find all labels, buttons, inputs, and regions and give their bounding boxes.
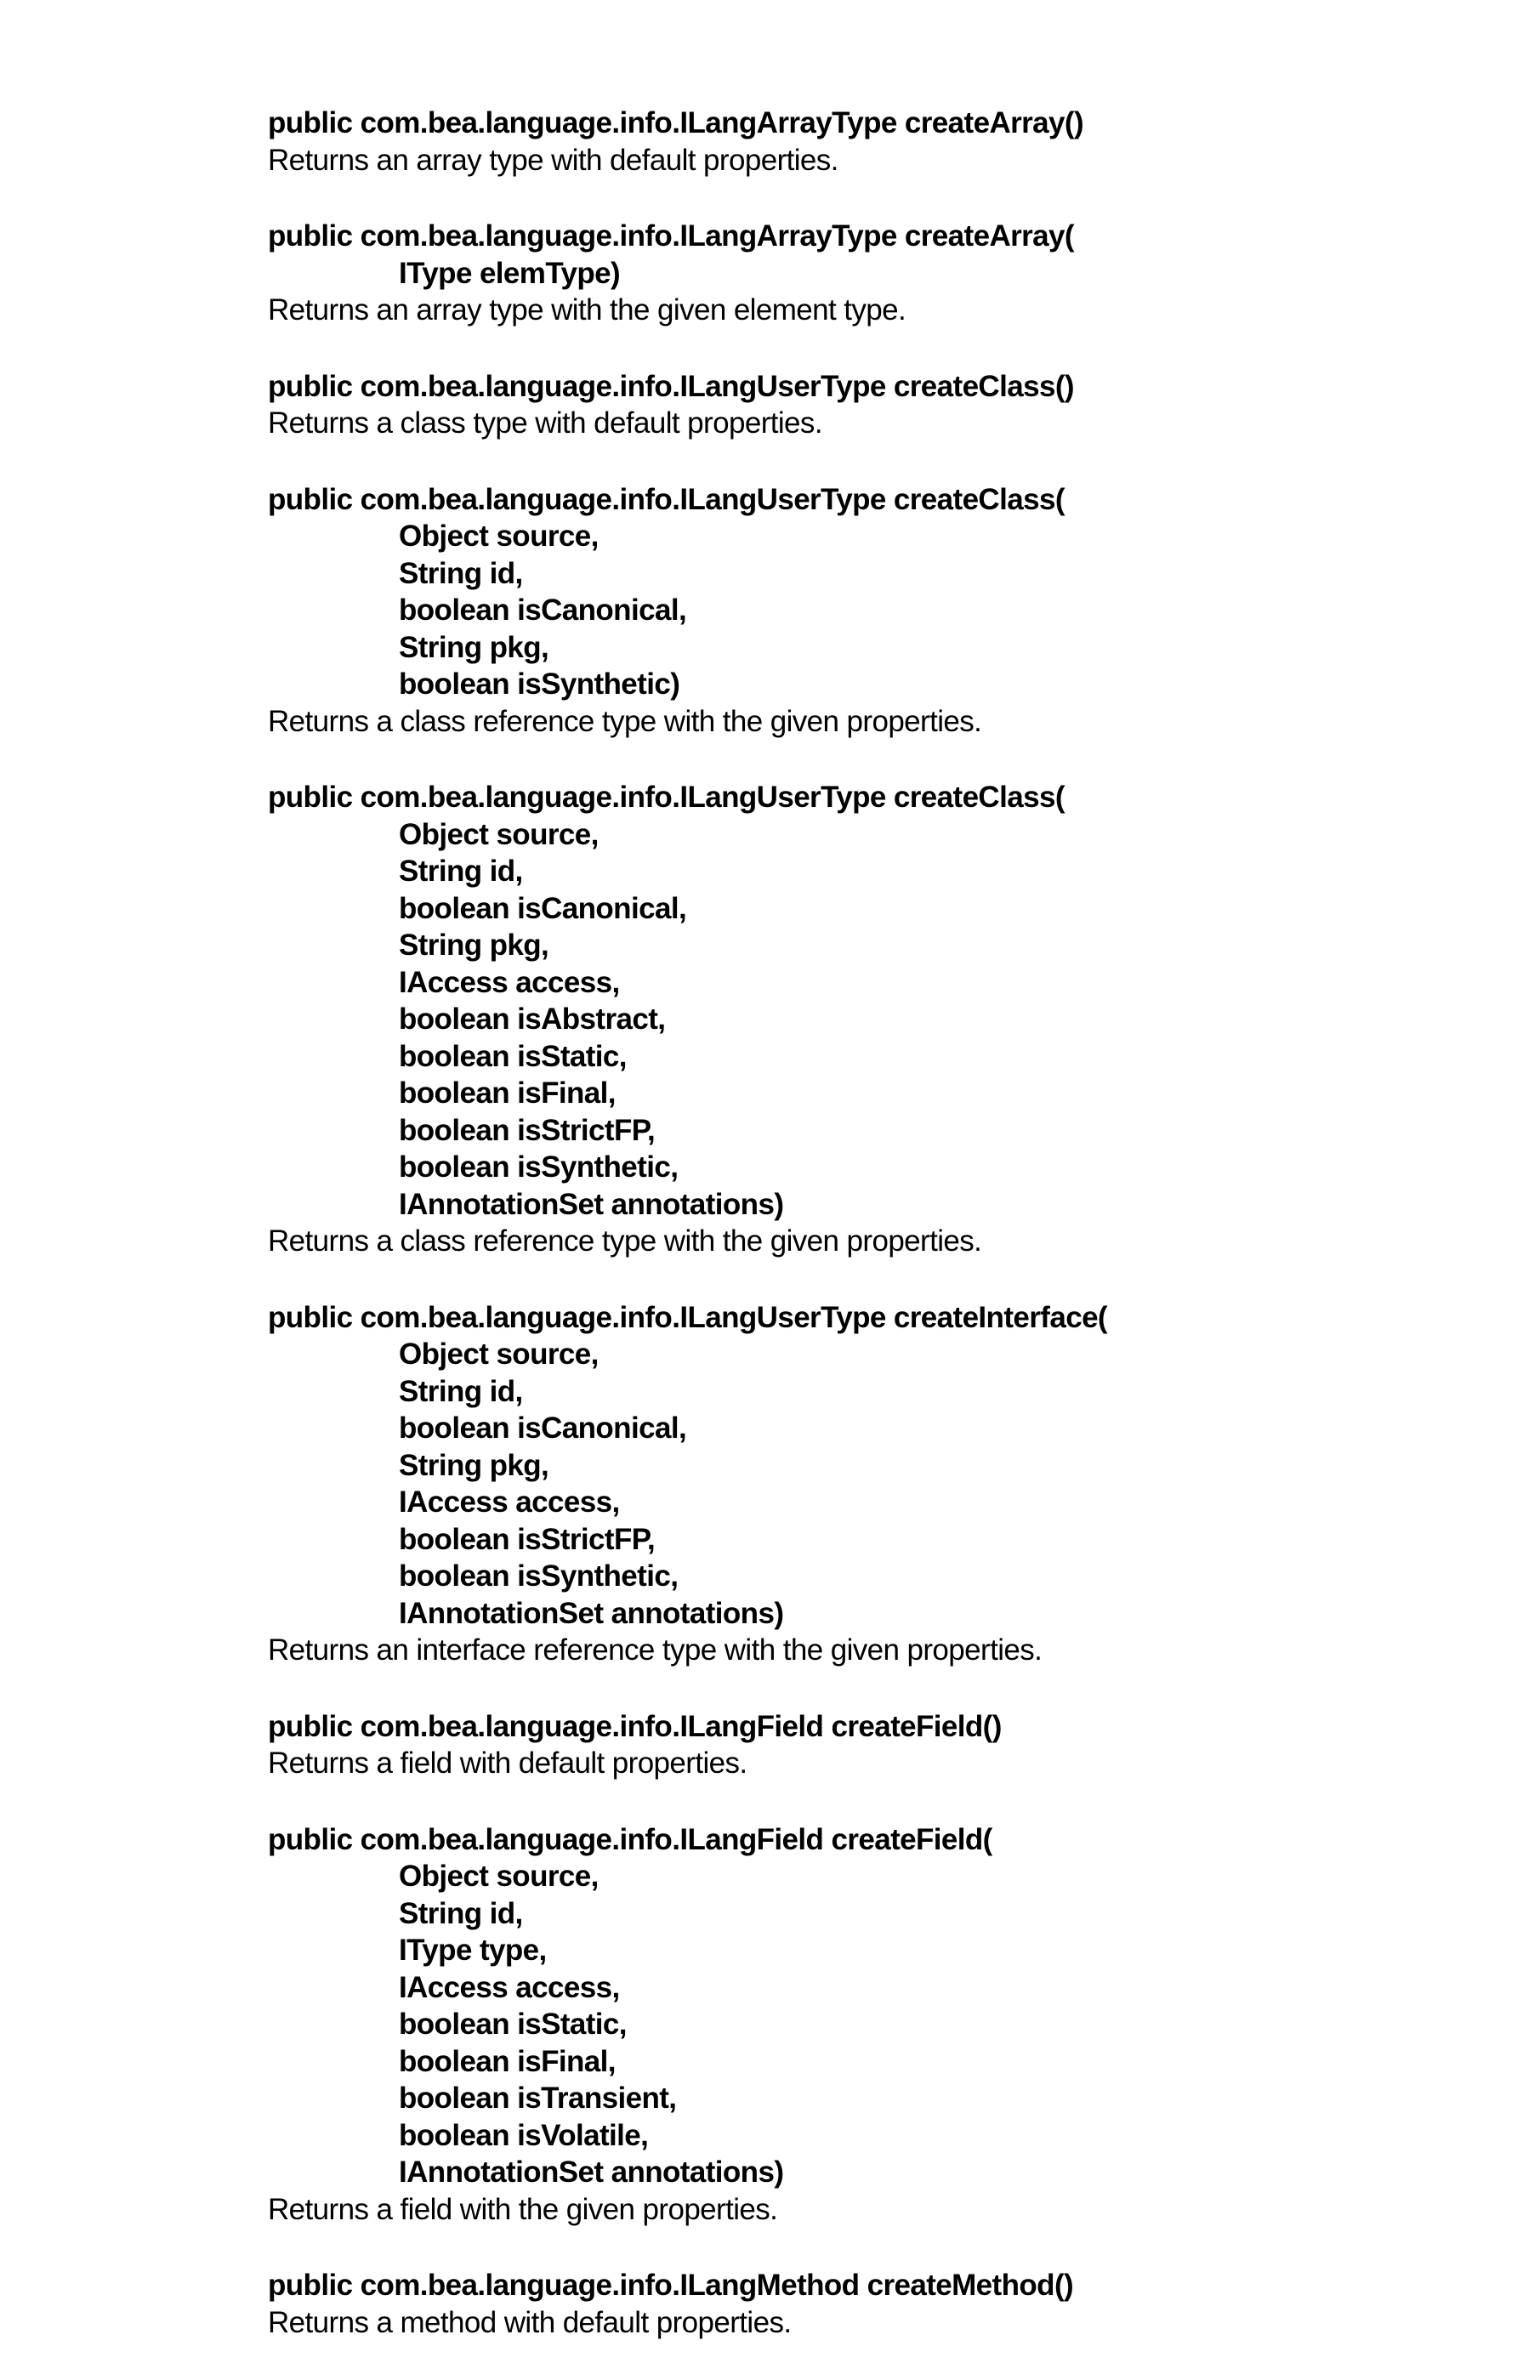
method-parameter: boolean isSynthetic, <box>268 1149 1455 1186</box>
method-description: Returns a method with default properties. <box>268 2304 1455 2342</box>
api-method-list <box>268 105 1455 2380</box>
method-parameter: IAccess access, <box>268 964 1455 1002</box>
method-entry <box>268 218 1455 329</box>
method-parameter: IType elemType) <box>268 255 1455 293</box>
method-parameter: IAnnotationSet annotations) <box>268 2154 1455 2191</box>
method-signature: public com.bea.language.info.ILangArrayType createArray( <box>268 218 1455 255</box>
method-parameter: boolean isStatic, <box>268 2006 1455 2043</box>
method-parameter: boolean isTransient, <box>268 2080 1455 2117</box>
method-parameter: IAnnotationSet annotations) <box>268 1186 1455 1224</box>
method-parameter: boolean isAbstract, <box>268 1001 1455 1038</box>
method-parameter: boolean isFinal, <box>268 2043 1455 2081</box>
method-entry <box>268 1821 1455 2229</box>
method-parameter: String id, <box>268 555 1455 593</box>
method-signature: public com.bea.language.info.ILangArrayType createArray() <box>268 105 1455 142</box>
method-parameter: boolean isCanonical, <box>268 1410 1455 1447</box>
method-parameter: String id, <box>268 853 1455 890</box>
method-signature: public com.bea.language.info.ILangUserType createClass( <box>268 779 1455 816</box>
method-signature: public com.bea.language.info.ILangUserType createClass( <box>268 481 1455 519</box>
method-parameter: Object source, <box>268 1336 1455 1373</box>
method-description: Returns a field with the given properties. <box>268 2191 1455 2229</box>
method-signature: public com.bea.language.info.ILangUserType createClass() <box>268 368 1455 406</box>
method-entry <box>268 1299 1455 1669</box>
method-entry <box>268 481 1455 741</box>
method-signature: public com.bea.language.info.ILangMethod createMethod() <box>268 2267 1455 2304</box>
method-parameter: boolean isStrictFP, <box>268 1112 1455 1150</box>
method-parameter: IType type, <box>268 1932 1455 1969</box>
method-parameter: boolean isCanonical, <box>268 890 1455 928</box>
method-description: Returns an interface reference type with the given properties. <box>268 1632 1455 1669</box>
method-parameter: boolean isSynthetic, <box>268 1558 1455 1595</box>
method-parameter: boolean isCanonical, <box>268 592 1455 629</box>
method-parameter: Object source, <box>268 816 1455 854</box>
method-description: Returns a class reference type with the given properties. <box>268 703 1455 741</box>
method-parameter: String id, <box>268 1373 1455 1411</box>
method-entry <box>268 1708 1455 1782</box>
method-entry <box>268 2267 1455 2341</box>
method-parameter: String pkg, <box>268 927 1455 964</box>
method-parameter: Object source, <box>268 518 1455 555</box>
method-parameter: String pkg, <box>268 1447 1455 1485</box>
method-signature: public com.bea.language.info.ILangField createField() <box>268 1708 1455 1746</box>
method-description: Returns a class reference type with the given properties. <box>268 1223 1455 1260</box>
method-parameter: boolean isStatic, <box>268 1038 1455 1076</box>
method-description: Returns an array type with the given element type. <box>268 292 1455 329</box>
method-description: Returns an array type with default properties. <box>268 142 1455 179</box>
method-parameter: IAccess access, <box>268 1969 1455 2007</box>
method-signature: public com.bea.language.info.ILangField createField( <box>268 1821 1455 1859</box>
method-parameter: String pkg, <box>268 629 1455 667</box>
method-entry <box>268 368 1455 442</box>
method-entry <box>268 779 1455 1260</box>
method-entry <box>268 105 1455 179</box>
method-parameter: boolean isSynthetic) <box>268 666 1455 703</box>
method-description: Returns a field with default properties. <box>268 1745 1455 1782</box>
method-parameter: String id, <box>268 1895 1455 1933</box>
method-parameter: boolean isStrictFP, <box>268 1521 1455 1559</box>
method-parameter: boolean isFinal, <box>268 1075 1455 1112</box>
method-description: Returns a class type with default properties. <box>268 405 1455 442</box>
method-parameter: IAnnotationSet annotations) <box>268 1595 1455 1633</box>
method-parameter: boolean isVolatile, <box>268 2117 1455 2155</box>
method-parameter: IAccess access, <box>268 1484 1455 1521</box>
method-parameter: Object source, <box>268 1858 1455 1895</box>
method-signature: public com.bea.language.info.ILangUserType createInterface( <box>268 1299 1455 1337</box>
